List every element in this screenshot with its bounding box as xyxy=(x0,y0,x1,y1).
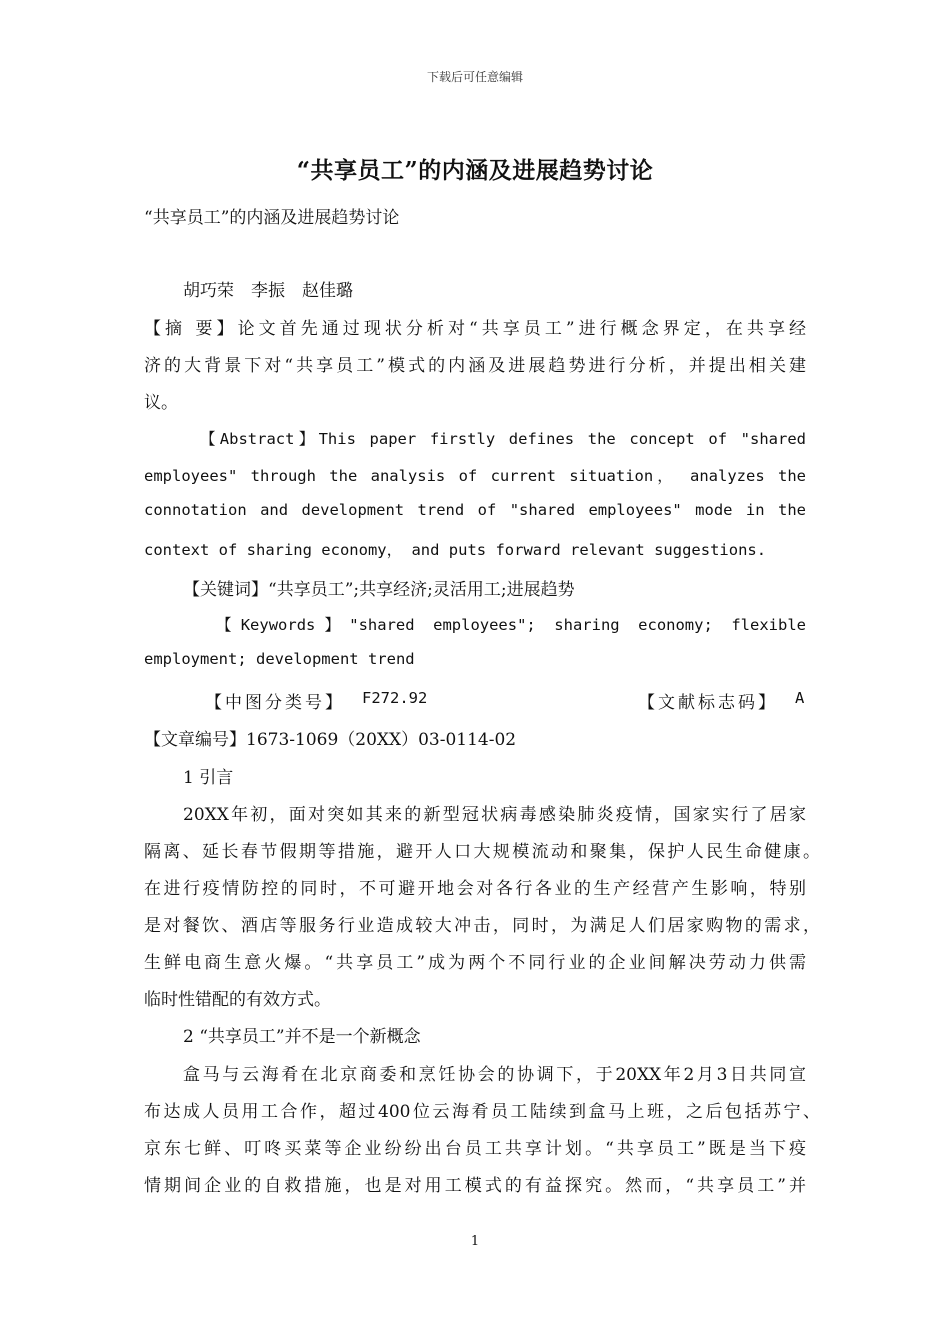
section-2-line-3: 京东七鲜、叮咚买菜等企业纷纷出台员工共享计划。“共享员工”既是当下疫 xyxy=(144,1139,806,1159)
section-2-line-2: 布达成人员用工合作，超过400位云海肴员工陆续到盒马上班，之后包括苏宁、 xyxy=(144,1102,820,1122)
article-number: 【文章编号】1673-1069（20XX）03-0114-02 xyxy=(144,730,517,750)
doc-code-label: 【文献标志码】 xyxy=(638,693,778,713)
section-1-line-1: 20XX年初，面对突如其来的新型冠状病毒感染肺炎疫情，国家实行了居家 xyxy=(183,805,806,825)
authors: 胡巧荣 李振 赵佳璐 xyxy=(183,281,353,301)
page-header-note: 下载后可任意编辑 xyxy=(426,70,523,84)
clc-value: F272.92 xyxy=(362,689,428,707)
keywords-en-line-1: 【Keywords】"shared employees"; sharing economy; flexible xyxy=(216,616,806,634)
abstract-en-line-2: employees" through the analysis of current situation， analyzes the xyxy=(144,467,806,485)
section-1-heading: 1 引言 xyxy=(183,768,234,788)
section-1-line-2: 隔离、延长春节假期等措施，避开人口大规模流动和聚集，保护人民生命健康。 xyxy=(144,842,820,862)
keywords-cn: 【关键词】“共享员工”;共享经济;灵活用工;进展趋势 xyxy=(183,580,575,600)
abstract-cn-line-3: 议。 xyxy=(144,393,178,413)
section-2-heading: 2 “共享员工”并不是一个新概念 xyxy=(183,1027,421,1047)
abstract-cn-line-1: 【摘 要】论文首先通过现状分析对“共享员工”进行概念界定，在共享经 xyxy=(144,319,806,339)
section-1-line-4: 是对餐饮、酒店等服务行业造成较大冲击，同时，为满足人们居家购物的需求， xyxy=(144,916,820,936)
doc-code-value: A xyxy=(795,689,805,707)
section-1-line-3: 在进行疫情防控的同时，不可避开地会对各行各业的生产经营产生影响，特别 xyxy=(144,879,806,899)
clc-label: 【中图分类号】 xyxy=(205,693,345,713)
abstract-cn-line-2: 济的大背景下对“共享员工”模式的内涵及进展趋势进行分析，并提出相关建 xyxy=(144,356,806,376)
section-1-line-6: 临时性错配的有效方式。 xyxy=(144,990,331,1010)
abstract-en-line-1: 【Abstract】This paper firstly defines the concept of "shared xyxy=(200,430,806,448)
page-number: 1 xyxy=(470,1234,480,1249)
abstract-en-line-3: connotation and development trend of "shared employees" mode in the xyxy=(144,501,806,519)
document-subtitle: “共享员工”的内涵及进展趋势讨论 xyxy=(144,208,400,228)
section-1-line-5: 生鲜电商生意火爆。“共享员工”成为两个不同行业的企业间解决劳动力供需 xyxy=(144,953,806,973)
document-title: “共享员工”的内涵及进展趋势讨论 xyxy=(296,157,654,184)
section-2-line-1: 盒马与云海肴在北京商委和烹饪协会的协调下，于20XX年2月3日共同宣 xyxy=(183,1065,806,1085)
abstract-en-line-4: context of sharing economy， and puts forward relevant suggestions. xyxy=(144,541,767,559)
keywords-en-line-2: employment; development trend xyxy=(144,650,415,668)
section-2-line-4: 情期间企业的自救措施，也是对用工模式的有益探究。然而，“共享员工”并 xyxy=(144,1176,806,1196)
